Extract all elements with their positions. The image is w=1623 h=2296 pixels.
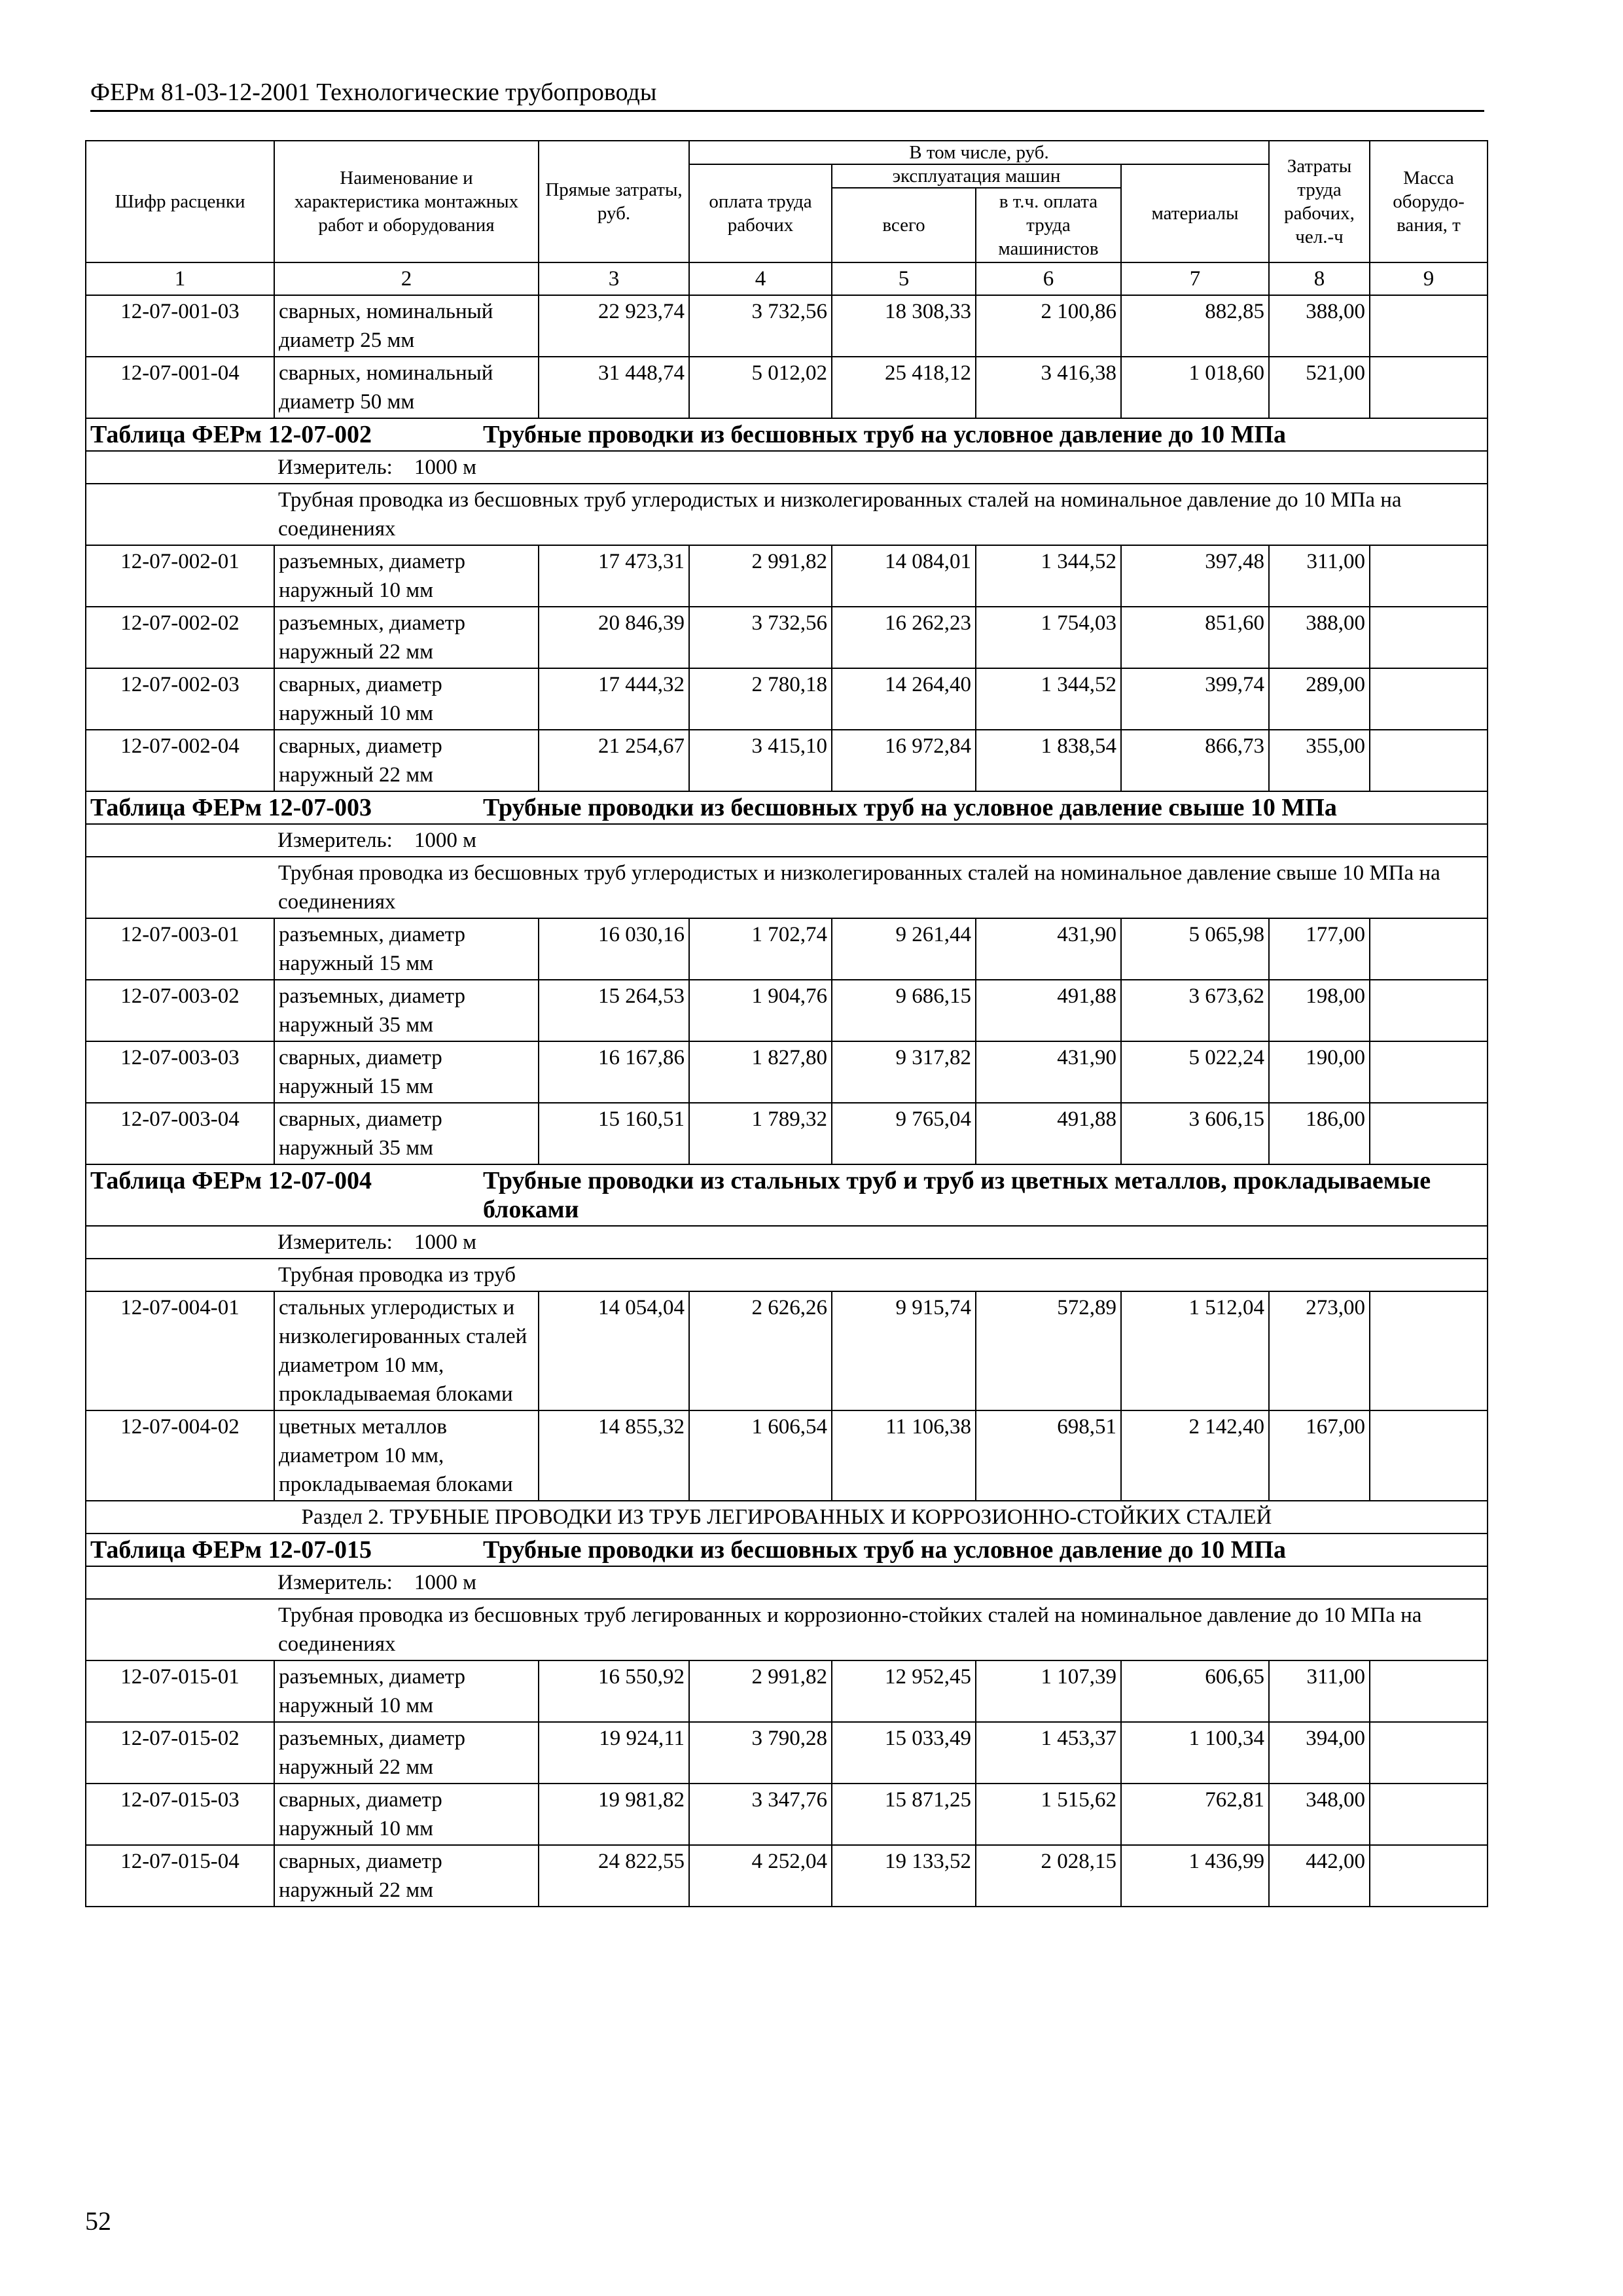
measure-row (86, 1566, 1488, 1599)
page-number: 52 (85, 2206, 111, 2236)
direct-costs: 19 924,11 (539, 1722, 689, 1784)
machine-costs: 12 952,45 (832, 1660, 976, 1722)
materials-cost: 866,73 (1121, 730, 1269, 791)
measure-unit: Измеритель: 1000 м (86, 451, 1488, 484)
rate-code: 12-07-002-03 (86, 668, 274, 730)
direct-costs: 17 473,31 (539, 545, 689, 607)
labor-pay: 3 732,56 (689, 607, 832, 668)
equipment-mass (1370, 1784, 1488, 1845)
work-name: сварных, диаметр наружный 15 мм (274, 1041, 539, 1103)
header-machine-operators-pay: в т.ч. оплата труда машинистов (976, 188, 1121, 262)
column-number: 4 (689, 262, 832, 295)
table-caption: Трубные проводки из бесшовных труб на условное давление до 10 МПа (483, 1536, 1287, 1564)
direct-costs: 21 254,67 (539, 730, 689, 791)
labor-hours: 394,00 (1269, 1722, 1370, 1784)
machine-costs: 14 084,01 (832, 545, 976, 607)
equipment-mass (1370, 1103, 1488, 1164)
measure-unit: Измеритель: 1000 м (86, 1566, 1488, 1599)
materials-cost: 5 065,98 (1121, 918, 1269, 980)
labor-pay: 1 904,76 (689, 980, 832, 1041)
equipment-mass (1370, 1660, 1488, 1722)
materials-cost: 762,81 (1121, 1784, 1269, 1845)
labor-hours: 198,00 (1269, 980, 1370, 1041)
equipment-mass (1370, 545, 1488, 607)
table-title-row (86, 1164, 1488, 1226)
column-number: 5 (832, 262, 976, 295)
labor-hours: 348,00 (1269, 1784, 1370, 1845)
table-title (90, 420, 1483, 449)
machine-costs: 9 686,15 (832, 980, 976, 1041)
machine-costs: 11 106,38 (832, 1410, 976, 1501)
equipment-mass (1370, 1041, 1488, 1103)
labor-hours: 186,00 (1269, 1103, 1370, 1164)
rate-code: 12-07-001-04 (86, 357, 274, 418)
equipment-mass (1370, 1845, 1488, 1907)
direct-costs: 14 054,04 (539, 1291, 689, 1410)
operators-pay: 431,90 (976, 1041, 1121, 1103)
labor-hours: 167,00 (1269, 1410, 1370, 1501)
machine-costs: 25 418,12 (832, 357, 976, 418)
operators-pay: 1 754,03 (976, 607, 1121, 668)
column-numbers-row (86, 262, 1488, 295)
materials-cost: 397,48 (1121, 545, 1269, 607)
rate-code: 12-07-004-01 (86, 1291, 274, 1410)
labor-hours: 442,00 (1269, 1845, 1370, 1907)
labor-pay: 2 991,82 (689, 545, 832, 607)
machine-costs: 9 317,82 (832, 1041, 976, 1103)
rate-code: 12-07-002-04 (86, 730, 274, 791)
description-spacer (86, 857, 274, 918)
machine-costs: 9 915,74 (832, 1291, 976, 1410)
work-name: разъемных, диаметр наружный 35 мм (274, 980, 539, 1041)
rates-table (85, 140, 1488, 1907)
work-name: разъемных, диаметр наружный 10 мм (274, 545, 539, 607)
table-row (86, 357, 1488, 418)
table-label: Таблица ФЕРм 12-07-002 (90, 421, 372, 448)
materials-cost: 2 142,40 (1121, 1410, 1269, 1501)
table-body (86, 295, 1488, 1907)
materials-cost: 3 606,15 (1121, 1103, 1269, 1164)
labor-pay: 1 789,32 (689, 1103, 832, 1164)
equipment-mass (1370, 730, 1488, 791)
table-title-row (86, 418, 1488, 451)
direct-costs: 24 822,55 (539, 1845, 689, 1907)
labor-hours: 177,00 (1269, 918, 1370, 980)
labor-pay: 4 252,04 (689, 1845, 832, 1907)
header-labor-pay: оплата труда рабочих (689, 164, 832, 262)
materials-cost: 1 436,99 (1121, 1845, 1269, 1907)
materials-cost: 5 022,24 (1121, 1041, 1269, 1103)
column-number: 7 (1121, 262, 1269, 295)
labor-hours: 273,00 (1269, 1291, 1370, 1410)
machine-costs: 19 133,52 (832, 1845, 976, 1907)
measure-unit: Измеритель: 1000 м (86, 1226, 1488, 1259)
materials-cost: 399,74 (1121, 668, 1269, 730)
header-machine-ops: эксплуатация машин (832, 164, 1121, 188)
direct-costs: 19 981,82 (539, 1784, 689, 1845)
table-label: Таблица ФЕРм 12-07-003 (90, 794, 372, 821)
operators-pay: 2 028,15 (976, 1845, 1121, 1907)
rate-code: 12-07-003-04 (86, 1103, 274, 1164)
measure-unit: Измеритель: 1000 м (86, 824, 1488, 857)
table-title-cell (86, 418, 1488, 451)
table-title (90, 793, 1483, 822)
materials-cost: 606,65 (1121, 1660, 1269, 1722)
description-spacer (86, 1259, 274, 1291)
table-row (86, 1041, 1488, 1103)
description-row (86, 1259, 1488, 1291)
measure-row (86, 824, 1488, 857)
labor-hours: 190,00 (1269, 1041, 1370, 1103)
labor-pay: 1 606,54 (689, 1410, 832, 1501)
operators-pay: 1 344,52 (976, 545, 1121, 607)
machine-costs: 14 264,40 (832, 668, 976, 730)
table-title (90, 1166, 1483, 1224)
operators-pay: 698,51 (976, 1410, 1121, 1501)
rate-code: 12-07-002-01 (86, 545, 274, 607)
work-name: сварных, диаметр наружный 22 мм (274, 730, 539, 791)
table-description: Трубная проводка из труб (274, 1259, 1488, 1291)
table-row (86, 730, 1488, 791)
machine-costs: 9 261,44 (832, 918, 976, 980)
header-machine-total: всего (832, 188, 976, 262)
materials-cost: 3 673,62 (1121, 980, 1269, 1041)
equipment-mass (1370, 607, 1488, 668)
section-title-row (86, 1501, 1488, 1534)
column-number: 8 (1269, 262, 1370, 295)
table-description: Трубная проводка из бесшовных труб легированных и коррозионно-стойких сталей на номинальное давление до 10 МПа на соединениях (274, 1599, 1488, 1660)
labor-hours: 355,00 (1269, 730, 1370, 791)
operators-pay: 3 416,38 (976, 357, 1121, 418)
labor-pay: 1 827,80 (689, 1041, 832, 1103)
operators-pay: 2 100,86 (976, 295, 1121, 357)
direct-costs: 16 030,16 (539, 918, 689, 980)
direct-costs: 15 264,53 (539, 980, 689, 1041)
table-row (86, 1103, 1488, 1164)
direct-costs: 31 448,74 (539, 357, 689, 418)
labor-hours: 521,00 (1269, 357, 1370, 418)
table-label: Таблица ФЕРм 12-07-004 (90, 1167, 372, 1194)
description-spacer (86, 1599, 274, 1660)
direct-costs: 17 444,32 (539, 668, 689, 730)
equipment-mass (1370, 357, 1488, 418)
labor-pay: 2 780,18 (689, 668, 832, 730)
header-direct: Прямые затраты, руб. (539, 141, 689, 262)
machine-costs: 15 033,49 (832, 1722, 976, 1784)
table-caption: Трубные проводки из бесшовных труб на условное давление до 10 МПа (483, 421, 1287, 448)
work-name: сварных, диаметр наружный 35 мм (274, 1103, 539, 1164)
table-row (86, 1722, 1488, 1784)
equipment-mass (1370, 1410, 1488, 1501)
work-name: сварных, диаметр наружный 10 мм (274, 1784, 539, 1845)
labor-hours: 388,00 (1269, 295, 1370, 357)
running-header: ФЕРм 81-03-12-2001 Технологические трубопроводы (90, 77, 1484, 112)
rate-code: 12-07-015-03 (86, 1784, 274, 1845)
rate-code: 12-07-003-02 (86, 980, 274, 1041)
header-including: В том числе, руб. (689, 141, 1269, 164)
description-row (86, 1599, 1488, 1660)
equipment-mass (1370, 980, 1488, 1041)
operators-pay: 572,89 (976, 1291, 1121, 1410)
work-name: разъемных, диаметр наружный 22 мм (274, 607, 539, 668)
direct-costs: 20 846,39 (539, 607, 689, 668)
work-name: разъемных, диаметр наружный 10 мм (274, 1660, 539, 1722)
direct-costs: 15 160,51 (539, 1103, 689, 1164)
rate-code: 12-07-003-01 (86, 918, 274, 980)
operators-pay: 1 344,52 (976, 668, 1121, 730)
work-name: сварных, номинальный диаметр 50 мм (274, 357, 539, 418)
work-name: сварных, номинальный диаметр 25 мм (274, 295, 539, 357)
operators-pay: 491,88 (976, 1103, 1121, 1164)
operators-pay: 1 838,54 (976, 730, 1121, 791)
machine-costs: 16 972,84 (832, 730, 976, 791)
table-title (90, 1535, 1483, 1564)
direct-costs: 16 167,86 (539, 1041, 689, 1103)
work-name: стальных углеродистых и низколегированных сталей диаметром 10 мм, прокладываемая блоками (274, 1291, 539, 1410)
table-caption: Трубные проводки из стальных труб и труб из цветных металлов, прокладываемые блоками (483, 1167, 1431, 1223)
table-description: Трубная проводка из бесшовных труб углеродистых и низколегированных сталей на номинальное давление свыше 10 МПа на соединениях (274, 857, 1488, 918)
header-materials: материалы (1121, 164, 1269, 262)
equipment-mass (1370, 295, 1488, 357)
equipment-mass (1370, 918, 1488, 980)
table-caption: Трубные проводки из бесшовных труб на условное давление свыше 10 МПа (483, 794, 1337, 821)
measure-row (86, 451, 1488, 484)
materials-cost: 882,85 (1121, 295, 1269, 357)
labor-pay: 2 626,26 (689, 1291, 832, 1410)
materials-cost: 1 018,60 (1121, 357, 1269, 418)
description-spacer (86, 484, 274, 545)
header-code: Шифр расценки (86, 141, 274, 262)
table-row (86, 295, 1488, 357)
labor-hours: 388,00 (1269, 607, 1370, 668)
labor-pay: 3 415,10 (689, 730, 832, 791)
operators-pay: 1 107,39 (976, 1660, 1121, 1722)
table-row (86, 980, 1488, 1041)
machine-costs: 15 871,25 (832, 1784, 976, 1845)
table-description: Трубная проводка из бесшовных труб углеродистых и низколегированных сталей на номинальное давление до 10 МПа на соединениях (274, 484, 1488, 545)
column-number: 2 (274, 262, 539, 295)
table-title-row (86, 791, 1488, 824)
table-row (86, 1784, 1488, 1845)
table-row (86, 1291, 1488, 1410)
operators-pay: 491,88 (976, 980, 1121, 1041)
materials-cost: 1 100,34 (1121, 1722, 1269, 1784)
column-number: 9 (1370, 262, 1488, 295)
labor-pay: 1 702,74 (689, 918, 832, 980)
rate-code: 12-07-015-02 (86, 1722, 274, 1784)
labor-pay: 3 732,56 (689, 295, 832, 357)
table-row (86, 1660, 1488, 1722)
table-row (86, 918, 1488, 980)
header-name: Наименование и характеристика монтажных работ и оборудования (274, 141, 539, 262)
labor-pay: 3 347,76 (689, 1784, 832, 1845)
rates-table-wrapper (85, 140, 1487, 1907)
labor-hours: 311,00 (1269, 1660, 1370, 1722)
table-label: Таблица ФЕРм 12-07-015 (90, 1536, 372, 1564)
labor-hours: 311,00 (1269, 545, 1370, 607)
table-header (86, 141, 1488, 295)
operators-pay: 431,90 (976, 918, 1121, 980)
table-row (86, 668, 1488, 730)
rate-code: 12-07-002-02 (86, 607, 274, 668)
work-name: сварных, диаметр наружный 22 мм (274, 1845, 539, 1907)
labor-pay: 2 991,82 (689, 1660, 832, 1722)
header-equipment-mass: Масса оборудо-вания, т (1370, 141, 1488, 262)
column-number: 3 (539, 262, 689, 295)
rate-code: 12-07-001-03 (86, 295, 274, 357)
operators-pay: 1 453,37 (976, 1722, 1121, 1784)
column-number: 1 (86, 262, 274, 295)
table-title-cell (86, 1164, 1488, 1226)
labor-pay: 3 790,28 (689, 1722, 832, 1784)
rate-code: 12-07-003-03 (86, 1041, 274, 1103)
operators-pay: 1 515,62 (976, 1784, 1121, 1845)
machine-costs: 16 262,23 (832, 607, 976, 668)
table-title-cell (86, 791, 1488, 824)
table-row (86, 545, 1488, 607)
direct-costs: 16 550,92 (539, 1660, 689, 1722)
rate-code: 12-07-015-01 (86, 1660, 274, 1722)
column-number: 6 (976, 262, 1121, 295)
labor-pay: 5 012,02 (689, 357, 832, 418)
measure-row (86, 1226, 1488, 1259)
work-name: разъемных, диаметр наружный 22 мм (274, 1722, 539, 1784)
equipment-mass (1370, 1291, 1488, 1410)
materials-cost: 851,60 (1121, 607, 1269, 668)
table-row (86, 1845, 1488, 1907)
table-row (86, 1410, 1488, 1501)
table-title-row (86, 1534, 1488, 1566)
machine-costs: 9 765,04 (832, 1103, 976, 1164)
labor-hours: 289,00 (1269, 668, 1370, 730)
equipment-mass (1370, 1722, 1488, 1784)
work-name: разъемных, диаметр наружный 15 мм (274, 918, 539, 980)
equipment-mass (1370, 668, 1488, 730)
machine-costs: 18 308,33 (832, 295, 976, 357)
header-labor-hours: Затраты труда рабочих, чел.-ч (1269, 141, 1370, 262)
description-row (86, 857, 1488, 918)
direct-costs: 14 855,32 (539, 1410, 689, 1501)
rate-code: 12-07-015-04 (86, 1845, 274, 1907)
table-title-cell (86, 1534, 1488, 1566)
direct-costs: 22 923,74 (539, 295, 689, 357)
materials-cost: 1 512,04 (1121, 1291, 1269, 1410)
description-row (86, 484, 1488, 545)
rate-code: 12-07-004-02 (86, 1410, 274, 1501)
work-name: сварных, диаметр наружный 10 мм (274, 668, 539, 730)
work-name: цветных металлов диаметром 10 мм, прокладываемая блоками (274, 1410, 539, 1501)
section-title: Раздел 2. ТРУБНЫЕ ПРОВОДКИ ИЗ ТРУБ ЛЕГИРОВАННЫХ И КОРРОЗИОННО-СТОЙКИХ СТАЛЕЙ (86, 1501, 1488, 1534)
table-row (86, 607, 1488, 668)
